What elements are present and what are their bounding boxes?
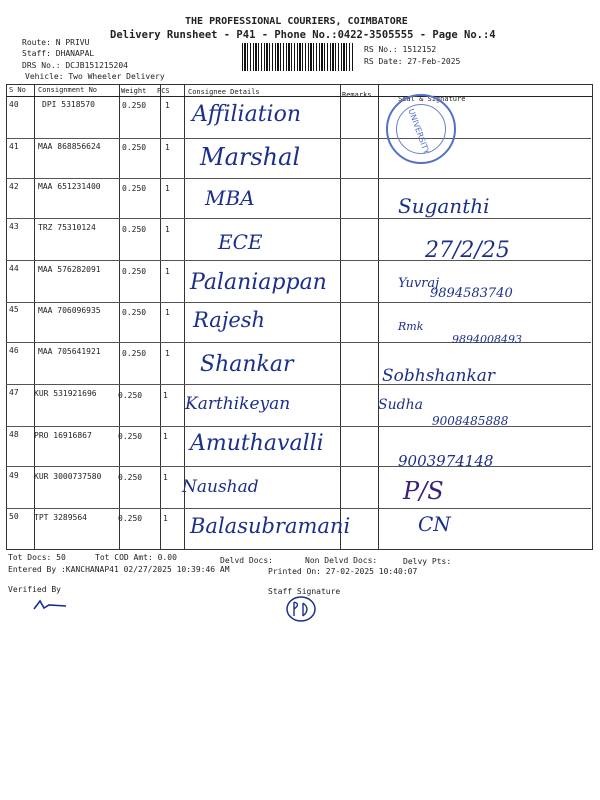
row-pcs: 1: [165, 143, 170, 152]
row-consignee: MBA: [205, 186, 255, 210]
row-sno: 49: [9, 471, 19, 480]
row-consignment: TRZ 75310124: [38, 223, 96, 232]
total-docs: Tot Docs: 50: [8, 553, 66, 562]
drs-number: DRS No.: DCJB151215204: [22, 61, 128, 70]
row-signature: Suganthi: [398, 194, 490, 218]
row-weight: 0.250: [118, 432, 143, 441]
row-sno: 40: [9, 100, 19, 109]
rs-number: RS No.: 1512152: [364, 45, 437, 54]
col-header-weight: Weight: [121, 87, 147, 95]
non-delivered-docs: Non Delvd Docs:: [305, 556, 378, 565]
row-weight: 0.250: [122, 349, 147, 358]
barcode: [242, 43, 354, 71]
row-signature: Sobhshankar: [382, 366, 496, 386]
row-weight: 0.250: [122, 308, 147, 317]
row-pcs: 1: [165, 308, 170, 317]
row-consignment: MAA 706096935: [38, 306, 101, 315]
col-header-sno: S No: [9, 86, 26, 94]
row-consignee: Marshal: [200, 143, 301, 171]
row-weight: 0.250: [118, 473, 143, 482]
staff-signature-mark: [284, 594, 320, 624]
row-consignee: Palaniappan: [190, 270, 327, 295]
runsheet-title: Delivery Runsheet - P41 - Phone No.:0422-3505555 - Page No.:4: [110, 29, 496, 41]
row-weight: 0.250: [118, 391, 143, 400]
row-pcs: 1: [165, 225, 170, 234]
rs-date: RS Date: 27-Feb-2025: [364, 57, 461, 66]
row-consignment: MAA 868856624: [38, 142, 101, 151]
row-divider: [6, 138, 591, 139]
row-signature: Sudha: [378, 397, 423, 413]
staff-signature-label: Staff Signature: [268, 587, 341, 596]
route-label: Route: N PRIVU: [22, 38, 90, 47]
row-weight: 0.250: [118, 514, 143, 523]
row-weight: 0.250: [122, 267, 147, 276]
university-seal-stamp: [386, 94, 456, 164]
row-consignee: Shankar: [200, 352, 294, 377]
row-divider: [6, 466, 591, 467]
vehicle-label: Vehicle: Two Wheeler Delivery: [25, 72, 165, 81]
verified-signature-mark: [30, 595, 70, 615]
row-consignment: DPI 5318570: [42, 100, 95, 109]
row-sno: 42: [9, 182, 19, 191]
row-pcs: 1: [163, 514, 168, 523]
row-pcs: 1: [163, 391, 168, 400]
row-weight: 0.250: [122, 184, 147, 193]
row-pcs: 1: [163, 432, 168, 441]
row-divider: [6, 302, 591, 303]
row-sno: 48: [9, 430, 19, 439]
row-sno: 50: [9, 512, 19, 521]
row-sno: 41: [9, 142, 19, 151]
row-divider: [6, 178, 591, 179]
row-consignment: MAA 576282091: [38, 265, 101, 274]
row-consignment: TPT 3289564: [34, 513, 87, 522]
row-pcs: 1: [165, 349, 170, 358]
row-consignee: Naushad: [182, 477, 259, 497]
row-signature: Yuvraj: [398, 276, 440, 291]
row-consignee: Balasubramani: [190, 514, 351, 538]
verified-by-label: Verified By: [8, 585, 61, 594]
row-signature: Rmk: [398, 320, 424, 333]
row-divider: [6, 384, 591, 385]
row-consignee: Rajesh: [193, 308, 266, 332]
printed-on: Printed On: 27-02-2025 10:40:07: [268, 567, 418, 576]
row-weight: 0.250: [122, 225, 147, 234]
row-divider: [6, 218, 591, 219]
row-sno: 47: [9, 388, 19, 397]
row-consignment: PRO 16916867: [34, 431, 92, 440]
col-header-remarks: Remarks: [342, 91, 372, 99]
row-consignment: KUR 531921696: [34, 389, 97, 398]
row-signature: P/S: [403, 477, 444, 505]
col-header-consignee: Consignee Details: [188, 88, 260, 96]
row-pcs: 1: [165, 267, 170, 276]
row-phone: 9894008493: [452, 333, 522, 346]
entered-by: Entered By :KANCHANAP41 02/27/2025 10:39:46 AM: [8, 565, 230, 574]
col-header-consignment: Consignment No: [38, 86, 98, 94]
row-signature: CN: [418, 512, 451, 536]
row-pcs: 1: [165, 184, 170, 193]
row-sno: 46: [9, 346, 19, 355]
delivered-docs: Delvd Docs:: [220, 556, 273, 565]
row-phone: 9003974148: [398, 452, 494, 470]
company-name: THE PROFESSIONAL COURIERS, COIMBATORE: [185, 16, 408, 27]
row-phone: 9008485888: [432, 414, 509, 428]
row-sno: 45: [9, 305, 19, 314]
row-sno: 43: [9, 222, 19, 231]
row-signature: 27/2/25: [425, 238, 510, 263]
row-consignee: Affiliation: [192, 102, 301, 127]
row-consignee: ECE: [218, 230, 263, 254]
row-pcs: 1: [165, 101, 170, 110]
col-header-seal: Seal & Signature: [398, 95, 466, 103]
row-consignee: Amuthavalli: [190, 431, 324, 456]
stamp-text: UNIVERSITY: [406, 107, 432, 156]
row-consignment: MAA 651231400: [38, 182, 101, 191]
delivery-points: Delvy Pts:: [403, 557, 452, 566]
row-consignment: KUR 3000737580: [34, 472, 102, 481]
row-consignee: Karthikeyan: [185, 394, 291, 414]
row-divider: [6, 508, 591, 509]
row-weight: 0.250: [122, 143, 147, 152]
row-pcs: 1: [163, 473, 168, 482]
row-sno: 44: [9, 264, 19, 273]
col-header-pcs: PCS: [157, 87, 170, 95]
staff-label: Staff: DHANAPAL: [22, 49, 95, 58]
row-phone: 9894583740: [430, 286, 513, 301]
total-cod-amount: Tot COD Amt: 0.00: [95, 553, 177, 562]
row-weight: 0.250: [122, 101, 147, 110]
row-consignment: MAA 705641921: [38, 347, 101, 356]
